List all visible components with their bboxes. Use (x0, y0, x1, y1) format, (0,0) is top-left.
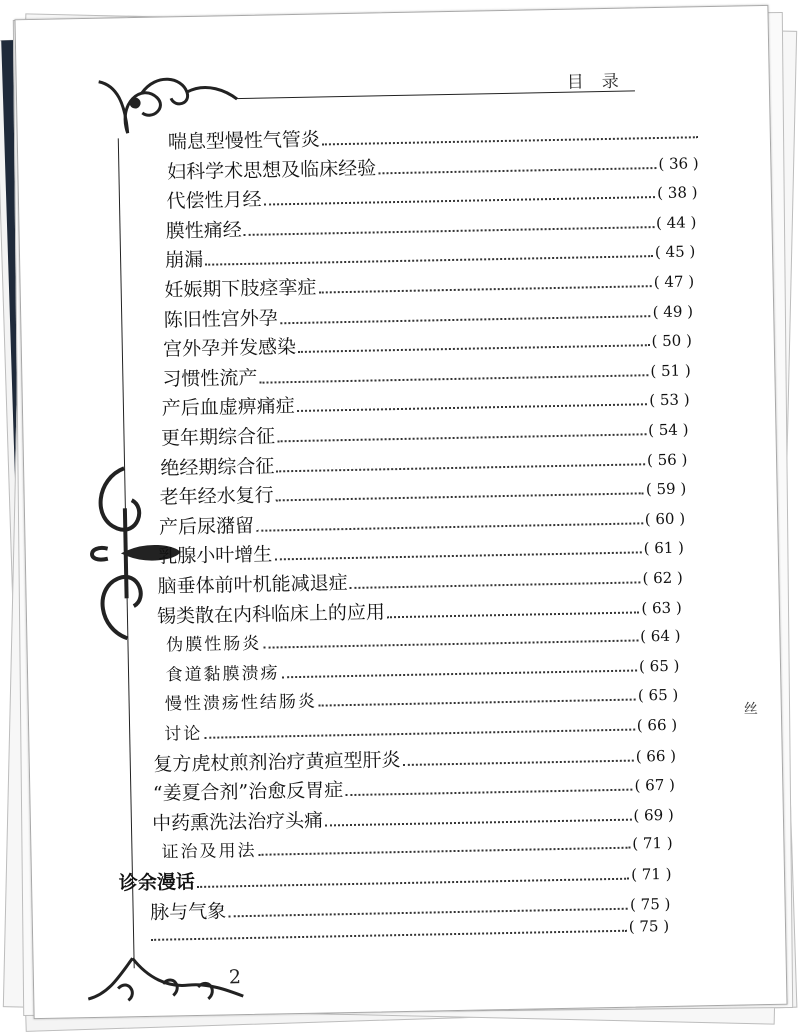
toc-entry-page: ( 44 ) (655, 213, 697, 232)
toc-entry-page: ( 38 ) (657, 183, 698, 203)
toc-entry-title: 食道黏膜溃疡 (165, 663, 280, 686)
toc-entry-title: 复方虎杖煎剂治疗黄疸型肝炎 (153, 748, 401, 776)
toc-entry-page: ( 67 ) (634, 775, 676, 795)
toc-entry-title: 慢性溃疡性结肠炎 (164, 692, 318, 715)
toc-entry-title: 锡类散在内科临床上的应用 (156, 600, 386, 628)
toc-entry-title: 更年期综合征 (160, 425, 276, 450)
toc-entry-page: ( 71 ) (631, 864, 672, 884)
page-number: 2 (228, 966, 242, 989)
toc-entry-page: ( 75 ) (628, 917, 670, 936)
toc-entry-page: ( 75 ) (629, 894, 671, 914)
toc-entry-page: ( 66 ) (636, 715, 678, 735)
toc-dot-leader (276, 493, 644, 502)
toc-dot-leader (151, 930, 626, 941)
toc-entry (164, 710, 677, 745)
toc-entry-page: ( 66 ) (635, 746, 677, 766)
toc-entry-title: 产后尿潴留 (158, 514, 255, 539)
toc-dot-leader (277, 433, 646, 442)
toc-entry (165, 650, 679, 685)
toc-dot-leader (403, 759, 634, 765)
toc-dot-leader (204, 729, 635, 739)
toc-dot-leader (297, 404, 648, 413)
toc-entry-page: ( 36 ) (658, 153, 699, 173)
toc-entry-title: 习惯性流产 (162, 366, 258, 391)
toc-dot-leader (378, 167, 656, 174)
toc-dot-leader (350, 581, 641, 589)
toc-entry-title: 乳腺小叶增生 (158, 543, 273, 569)
toc-entry-page: ( 51 ) (650, 361, 691, 380)
toc-entry-title: 中药熏洗法治疗头痛 (151, 809, 324, 835)
toc-entry-title: 绝经期综合征 (160, 455, 275, 480)
toc-entry-title: 老年经水复行 (159, 484, 274, 509)
toc-dot-leader (282, 669, 638, 678)
toc-entry-page: ( 50 ) (651, 331, 693, 351)
toc-dot-leader (298, 344, 649, 353)
toc-entry-title: 陈旧性宫外孕 (163, 306, 278, 332)
toc-dot-leader (319, 285, 652, 293)
toc-dot-leader (387, 611, 639, 618)
toc-dot-leader (264, 196, 656, 206)
toc-entry-title: 讨论 (164, 723, 203, 745)
toc-dot-leader (322, 136, 698, 145)
toc-dot-leader (197, 878, 629, 888)
toc-dot-leader (345, 789, 632, 797)
toc-dot-leader (325, 818, 631, 826)
toc-entry-page: ( 71 ) (632, 834, 673, 854)
toc-entry-title: 脑垂体前叶机能减退症 (157, 572, 348, 598)
book-page (14, 5, 787, 1019)
toc-dot-leader (256, 522, 643, 531)
toc-dot-leader (263, 640, 638, 649)
toc-entry-page: ( 45 ) (654, 242, 696, 262)
toc-entry-title: “姜夏合剂”治愈反胃症 (152, 779, 344, 806)
toc-dot-leader (319, 699, 636, 707)
toc-entry-title: 妊娠期下肢痉挛症 (164, 276, 317, 302)
toc-entry-title: 宫外孕并发感染 (162, 336, 297, 361)
toc-entry-page: ( 65 ) (638, 656, 680, 676)
toc-entry-title: 喘息型慢性气管炎 (167, 128, 321, 154)
toc-dot-leader (274, 552, 641, 561)
toc-entry-title: 脉与气象 (149, 900, 227, 924)
toc-entry-page: ( 60 ) (644, 509, 686, 529)
toc-entry-page: ( 54 ) (647, 420, 689, 440)
toc-entry-title: 代偿性月经 (166, 188, 262, 213)
toc-entry-title: 产后血虚痹痛症 (161, 395, 295, 420)
toc-entry-page: ( 59 ) (645, 479, 687, 499)
toc-entry-title: 伪膜性肠炎 (166, 633, 262, 656)
toc-entry-page: ( 61 ) (643, 538, 685, 558)
toc-entry-title: 崩漏 (164, 249, 204, 272)
toc-dot-leader (259, 374, 648, 383)
toc-entry-page: ( 47 ) (653, 272, 695, 292)
toc-entry-page: ( 56 ) (646, 450, 688, 469)
toc-entry-title: 诊余漫话 (118, 871, 196, 895)
toc-entry-page: ( 63 ) (641, 598, 682, 617)
running-head-title: 目录 (566, 71, 637, 93)
toc-dot-leader (259, 847, 631, 856)
toc-entry-title: 妇科学术思想及临床经验 (166, 157, 377, 184)
table-of-contents (15, 6, 786, 1018)
toc-entry (165, 680, 679, 715)
toc-entry-page: ( 49 ) (652, 301, 694, 321)
toc-entry-page: ( 62 ) (642, 568, 683, 588)
toc-entry-page: ( 65 ) (637, 686, 679, 705)
toc-entry-page: ( 69 ) (633, 805, 674, 825)
toc-dot-leader (244, 226, 654, 236)
toc-dot-leader (276, 463, 645, 472)
toc-entry-title: 膜性痛经 (165, 218, 243, 243)
toc-entry-page: ( 64 ) (640, 626, 681, 646)
toc-dot-leader (205, 256, 653, 267)
toc-entry-title: 证治及用法 (161, 841, 257, 864)
toc-dot-leader (228, 907, 628, 917)
toc-entry-page: ( 53 ) (649, 390, 690, 410)
toc-dot-leader (280, 315, 651, 324)
edge-character: 丝 (743, 701, 759, 718)
